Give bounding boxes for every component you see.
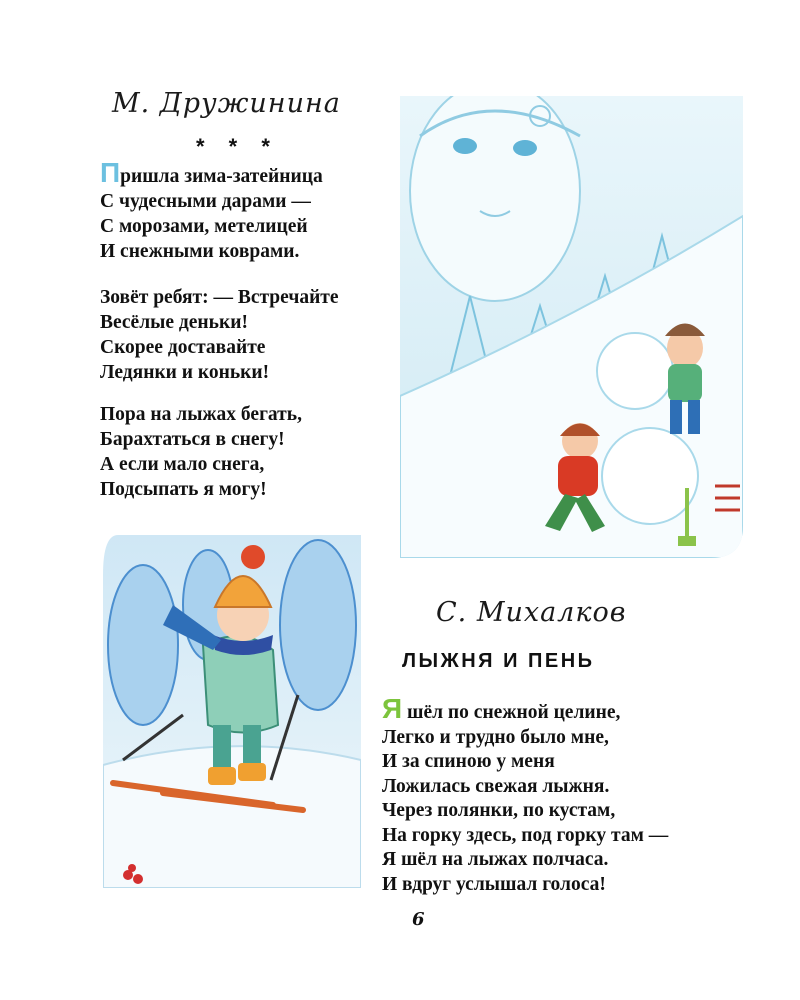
poem1-stanza-1 bbox=[100, 157, 323, 264]
poem1-stanza-3 bbox=[100, 402, 302, 502]
dropcap-letter: П bbox=[100, 157, 121, 188]
poem2-author: С. Михалков bbox=[436, 597, 627, 628]
poem-line: Пора на лыжах бегать, bbox=[100, 404, 302, 425]
poem-line: Зовёт ребят: — Встречайте bbox=[100, 287, 339, 308]
poem-line: Через полянки, по кустам, bbox=[382, 800, 616, 821]
winter-children-illustration bbox=[400, 96, 743, 558]
poem-line: Я шёл по снежной целине, bbox=[382, 693, 621, 724]
poem-line: А если мало снега, bbox=[100, 454, 265, 475]
poem-line: Подсыпать я могу! bbox=[100, 479, 267, 500]
poem-line: Ледянки и коньки! bbox=[100, 362, 270, 383]
poem-line: Пришла зима-затейница bbox=[100, 157, 323, 188]
skiing-child-illustration bbox=[103, 535, 361, 888]
poem-line: На горку здесь, под горку там — bbox=[382, 824, 669, 846]
poem-line: С морозами, метелицей bbox=[100, 216, 308, 237]
poem1-author: М. Дружинина bbox=[112, 88, 341, 119]
poem-line: С чудесными дарами — bbox=[100, 191, 311, 212]
dropcap-letter: Я bbox=[382, 693, 403, 724]
poem-line: И вдруг услышал голоса! bbox=[382, 873, 606, 895]
poem-line: Легко и трудно было мне, bbox=[382, 726, 609, 748]
poem-line: Барахтаться в снегу! bbox=[100, 429, 285, 450]
poem-line: Весёлые деньки! bbox=[100, 312, 248, 333]
poem2-title: ЛЫЖНЯ И ПЕНЬ bbox=[402, 650, 595, 672]
page-number: 6 bbox=[412, 909, 425, 930]
poem-line: И снежными коврами. bbox=[100, 241, 300, 262]
poem-line: Скорее доставайте bbox=[100, 337, 266, 358]
poem-line: Ложилась свежая лыжня. bbox=[382, 775, 610, 797]
poem-line: И за спиною у меня bbox=[382, 751, 555, 772]
poem1-title-stars: * * * bbox=[196, 134, 279, 159]
poem2-stanza bbox=[382, 693, 669, 897]
poem1-stanza-2 bbox=[100, 285, 339, 385]
poem-line: Я шёл на лыжах полчаса. bbox=[382, 849, 609, 870]
